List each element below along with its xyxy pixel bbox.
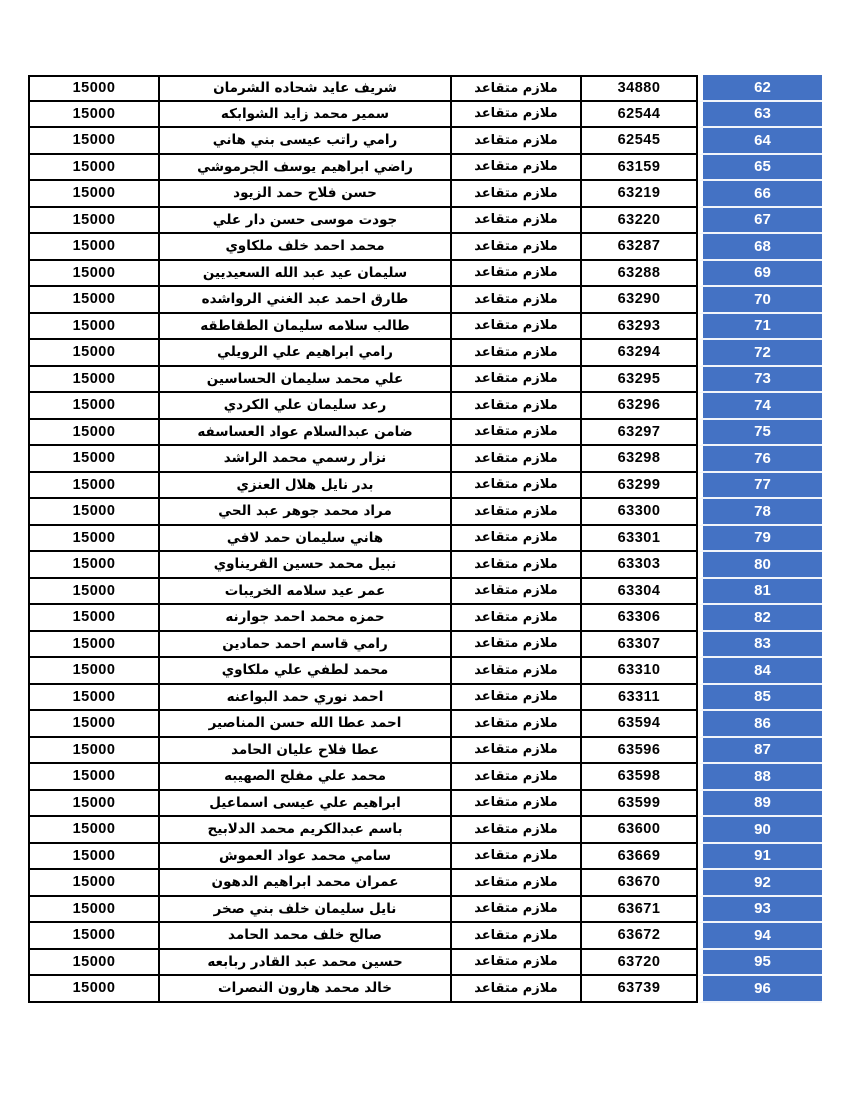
table-row — [28, 261, 822, 288]
rank-cell: ملازم متقاعد — [450, 791, 580, 818]
amount-cell: 15000 — [28, 711, 158, 738]
name-cell: باسم عبدالكريم محمد الدلابيح — [158, 817, 450, 844]
service-number-cell: 63220 — [580, 208, 698, 235]
service-number-cell: 63720 — [580, 950, 698, 977]
rank-cell: ملازم متقاعد — [450, 844, 580, 871]
table-row — [28, 340, 822, 367]
amount-cell: 15000 — [28, 526, 158, 553]
rank-cell: ملازم متقاعد — [450, 976, 580, 1003]
name-cell: شريف عايد شحاده الشرمان — [158, 75, 450, 102]
service-number-cell: 63295 — [580, 367, 698, 394]
service-number-cell: 63159 — [580, 155, 698, 182]
name-cell: سامي محمد عواد العموش — [158, 844, 450, 871]
amount-cell: 15000 — [28, 446, 158, 473]
serial-index-cell: 92 — [698, 870, 822, 897]
service-number-cell: 63293 — [580, 314, 698, 341]
rank-cell: ملازم متقاعد — [450, 340, 580, 367]
serial-index-cell: 87 — [698, 738, 822, 765]
serial-index-cell: 79 — [698, 526, 822, 553]
rank-cell: ملازم متقاعد — [450, 764, 580, 791]
amount-cell: 15000 — [28, 685, 158, 712]
serial-index-cell: 94 — [698, 923, 822, 950]
amount-cell: 15000 — [28, 340, 158, 367]
table-row — [28, 155, 822, 182]
name-cell: حسين محمد عبد القادر ربابعه — [158, 950, 450, 977]
table-row — [28, 658, 822, 685]
rank-cell: ملازم متقاعد — [450, 738, 580, 765]
table-row — [28, 976, 822, 1003]
table-row — [28, 764, 822, 791]
table-row — [28, 393, 822, 420]
amount-cell: 15000 — [28, 75, 158, 102]
amount-cell: 15000 — [28, 287, 158, 314]
name-cell: رامي راتب عيسى بني هاني — [158, 128, 450, 155]
name-cell: نزار رسمي محمد الراشد — [158, 446, 450, 473]
serial-index-cell: 65 — [698, 155, 822, 182]
service-number-cell: 63301 — [580, 526, 698, 553]
serial-index-cell: 93 — [698, 897, 822, 924]
amount-cell: 15000 — [28, 844, 158, 871]
table-row — [28, 685, 822, 712]
table-row — [28, 287, 822, 314]
rank-cell: ملازم متقاعد — [450, 658, 580, 685]
rank-cell: ملازم متقاعد — [450, 552, 580, 579]
rank-cell: ملازم متقاعد — [450, 897, 580, 924]
amount-cell: 15000 — [28, 552, 158, 579]
serial-index-cell: 71 — [698, 314, 822, 341]
name-cell: احمد نوري حمد البواعنه — [158, 685, 450, 712]
rank-cell: ملازم متقاعد — [450, 208, 580, 235]
amount-cell: 15000 — [28, 764, 158, 791]
name-cell: بدر نايل هلال العنزي — [158, 473, 450, 500]
name-cell: رعد سليمان علي الكردي — [158, 393, 450, 420]
name-cell: احمد عطا الله حسن المناصير — [158, 711, 450, 738]
table-row — [28, 75, 822, 102]
table-row — [28, 923, 822, 950]
name-cell: سليمان عيد عبد الله السعيديين — [158, 261, 450, 288]
amount-cell: 15000 — [28, 976, 158, 1003]
rank-cell: ملازم متقاعد — [450, 234, 580, 261]
service-number-cell: 63303 — [580, 552, 698, 579]
name-cell: محمد لطفي علي ملكاوي — [158, 658, 450, 685]
rank-cell: ملازم متقاعد — [450, 446, 580, 473]
rank-cell: ملازم متقاعد — [450, 579, 580, 606]
amount-cell: 15000 — [28, 579, 158, 606]
table-row — [28, 181, 822, 208]
amount-cell: 15000 — [28, 102, 158, 129]
name-cell: مراد محمد جوهر عبد الحي — [158, 499, 450, 526]
serial-index-cell: 95 — [698, 950, 822, 977]
rank-cell: ملازم متقاعد — [450, 473, 580, 500]
serial-index-cell: 78 — [698, 499, 822, 526]
table-row — [28, 950, 822, 977]
rank-cell: ملازم متقاعد — [450, 950, 580, 977]
amount-cell: 15000 — [28, 897, 158, 924]
service-number-cell: 63287 — [580, 234, 698, 261]
amount-cell: 15000 — [28, 473, 158, 500]
service-number-cell: 63596 — [580, 738, 698, 765]
name-cell: حمزه محمد احمد جوارنه — [158, 605, 450, 632]
serial-index-cell: 82 — [698, 605, 822, 632]
rank-cell: ملازم متقاعد — [450, 314, 580, 341]
table-row — [28, 579, 822, 606]
table-row — [28, 234, 822, 261]
rank-cell: ملازم متقاعد — [450, 711, 580, 738]
name-cell: عمر عيد سلامه الخريبات — [158, 579, 450, 606]
amount-cell: 15000 — [28, 420, 158, 447]
table-row — [28, 446, 822, 473]
amount-cell: 15000 — [28, 791, 158, 818]
name-cell: طارق احمد عبد الغني الرواشده — [158, 287, 450, 314]
table-row — [28, 844, 822, 871]
table-row — [28, 499, 822, 526]
serial-index-cell: 63 — [698, 102, 822, 129]
table-row — [28, 711, 822, 738]
amount-cell: 15000 — [28, 314, 158, 341]
amount-cell: 15000 — [28, 738, 158, 765]
service-number-cell: 34880 — [580, 75, 698, 102]
serial-index-cell: 91 — [698, 844, 822, 871]
table-row — [28, 473, 822, 500]
table-row — [28, 102, 822, 129]
service-number-cell: 63290 — [580, 287, 698, 314]
serial-index-cell: 83 — [698, 632, 822, 659]
name-cell: ضامن عبدالسلام عواد العساسفه — [158, 420, 450, 447]
service-number-cell: 63669 — [580, 844, 698, 871]
rank-cell: ملازم متقاعد — [450, 393, 580, 420]
amount-cell: 15000 — [28, 208, 158, 235]
table-row — [28, 526, 822, 553]
rank-cell: ملازم متقاعد — [450, 685, 580, 712]
rank-cell: ملازم متقاعد — [450, 420, 580, 447]
table-row — [28, 817, 822, 844]
name-cell: عمران محمد ابراهيم الدهون — [158, 870, 450, 897]
table-row — [28, 791, 822, 818]
service-number-cell: 63670 — [580, 870, 698, 897]
table-row — [28, 420, 822, 447]
rank-cell: ملازم متقاعد — [450, 128, 580, 155]
service-number-cell: 62545 — [580, 128, 698, 155]
name-cell: نبيل محمد حسين القريناوي — [158, 552, 450, 579]
table-row — [28, 314, 822, 341]
rank-cell: ملازم متقاعد — [450, 367, 580, 394]
serial-index-cell: 75 — [698, 420, 822, 447]
service-number-cell: 63672 — [580, 923, 698, 950]
serial-index-cell: 77 — [698, 473, 822, 500]
retirees-table — [28, 75, 822, 1003]
amount-cell: 15000 — [28, 499, 158, 526]
rank-cell: ملازم متقاعد — [450, 181, 580, 208]
name-cell: عطا فلاح عليان الحامد — [158, 738, 450, 765]
serial-index-cell: 84 — [698, 658, 822, 685]
rank-cell: ملازم متقاعد — [450, 605, 580, 632]
amount-cell: 15000 — [28, 234, 158, 261]
table-row — [28, 605, 822, 632]
rank-cell: ملازم متقاعد — [450, 632, 580, 659]
table-row — [28, 367, 822, 394]
service-number-cell: 63594 — [580, 711, 698, 738]
name-cell: صالح خلف محمد الحامد — [158, 923, 450, 950]
serial-index-cell: 70 — [698, 287, 822, 314]
amount-cell: 15000 — [28, 128, 158, 155]
amount-cell: 15000 — [28, 155, 158, 182]
rank-cell: ملازم متقاعد — [450, 287, 580, 314]
serial-index-cell: 66 — [698, 181, 822, 208]
name-cell: خالد محمد هارون النصرات — [158, 976, 450, 1003]
name-cell: هاني سليمان حمد لافي — [158, 526, 450, 553]
service-number-cell: 63296 — [580, 393, 698, 420]
service-number-cell: 63598 — [580, 764, 698, 791]
amount-cell: 15000 — [28, 261, 158, 288]
serial-index-cell: 68 — [698, 234, 822, 261]
table-row — [28, 897, 822, 924]
service-number-cell: 63297 — [580, 420, 698, 447]
name-cell: ابراهيم علي عيسى اسماعيل — [158, 791, 450, 818]
table-row — [28, 738, 822, 765]
serial-index-cell: 74 — [698, 393, 822, 420]
serial-index-cell: 72 — [698, 340, 822, 367]
table-body — [28, 75, 822, 1003]
amount-cell: 15000 — [28, 605, 158, 632]
serial-index-cell: 88 — [698, 764, 822, 791]
service-number-cell: 63304 — [580, 579, 698, 606]
amount-cell: 15000 — [28, 632, 158, 659]
service-number-cell: 63310 — [580, 658, 698, 685]
service-number-cell: 63294 — [580, 340, 698, 367]
serial-index-cell: 89 — [698, 791, 822, 818]
serial-index-cell: 76 — [698, 446, 822, 473]
table-row — [28, 870, 822, 897]
table-row — [28, 128, 822, 155]
name-cell: حسن فلاح حمد الزيود — [158, 181, 450, 208]
serial-index-cell: 62 — [698, 75, 822, 102]
serial-index-cell: 73 — [698, 367, 822, 394]
table-row — [28, 552, 822, 579]
service-number-cell: 63307 — [580, 632, 698, 659]
service-number-cell: 62544 — [580, 102, 698, 129]
serial-index-cell: 69 — [698, 261, 822, 288]
name-cell: سمير محمد زايد الشوابكه — [158, 102, 450, 129]
amount-cell: 15000 — [28, 923, 158, 950]
service-number-cell: 63600 — [580, 817, 698, 844]
table-row — [28, 208, 822, 235]
name-cell: نايل سليمان خلف بني صخر — [158, 897, 450, 924]
service-number-cell: 63288 — [580, 261, 698, 288]
rank-cell: ملازم متقاعد — [450, 817, 580, 844]
name-cell: راضي ابراهيم يوسف الجرموشي — [158, 155, 450, 182]
name-cell: طالب سلامه سليمان الطقاطقه — [158, 314, 450, 341]
serial-index-cell: 64 — [698, 128, 822, 155]
serial-index-cell: 86 — [698, 711, 822, 738]
serial-index-cell: 81 — [698, 579, 822, 606]
amount-cell: 15000 — [28, 393, 158, 420]
service-number-cell: 63300 — [580, 499, 698, 526]
service-number-cell: 63306 — [580, 605, 698, 632]
rank-cell: ملازم متقاعد — [450, 75, 580, 102]
serial-index-cell: 96 — [698, 976, 822, 1003]
amount-cell: 15000 — [28, 817, 158, 844]
serial-index-cell: 67 — [698, 208, 822, 235]
amount-cell: 15000 — [28, 658, 158, 685]
name-cell: علي محمد سليمان الحساسين — [158, 367, 450, 394]
amount-cell: 15000 — [28, 870, 158, 897]
name-cell: محمد علي مفلح الصهيبه — [158, 764, 450, 791]
rank-cell: ملازم متقاعد — [450, 526, 580, 553]
service-number-cell: 63298 — [580, 446, 698, 473]
service-number-cell: 63219 — [580, 181, 698, 208]
rank-cell: ملازم متقاعد — [450, 870, 580, 897]
service-number-cell: 63599 — [580, 791, 698, 818]
serial-index-cell: 80 — [698, 552, 822, 579]
rank-cell: ملازم متقاعد — [450, 499, 580, 526]
amount-cell: 15000 — [28, 181, 158, 208]
amount-cell: 15000 — [28, 367, 158, 394]
rank-cell: ملازم متقاعد — [450, 155, 580, 182]
name-cell: رامي ابراهيم علي الرويلي — [158, 340, 450, 367]
name-cell: محمد احمد خلف ملكاوي — [158, 234, 450, 261]
service-number-cell: 63739 — [580, 976, 698, 1003]
name-cell: رامي قاسم احمد حمادين — [158, 632, 450, 659]
service-number-cell: 63299 — [580, 473, 698, 500]
serial-index-cell: 90 — [698, 817, 822, 844]
rank-cell: ملازم متقاعد — [450, 102, 580, 129]
service-number-cell: 63311 — [580, 685, 698, 712]
service-number-cell: 63671 — [580, 897, 698, 924]
name-cell: جودت موسى حسن دار علي — [158, 208, 450, 235]
rank-cell: ملازم متقاعد — [450, 923, 580, 950]
rank-cell: ملازم متقاعد — [450, 261, 580, 288]
serial-index-cell: 85 — [698, 685, 822, 712]
table-row — [28, 632, 822, 659]
amount-cell: 15000 — [28, 950, 158, 977]
